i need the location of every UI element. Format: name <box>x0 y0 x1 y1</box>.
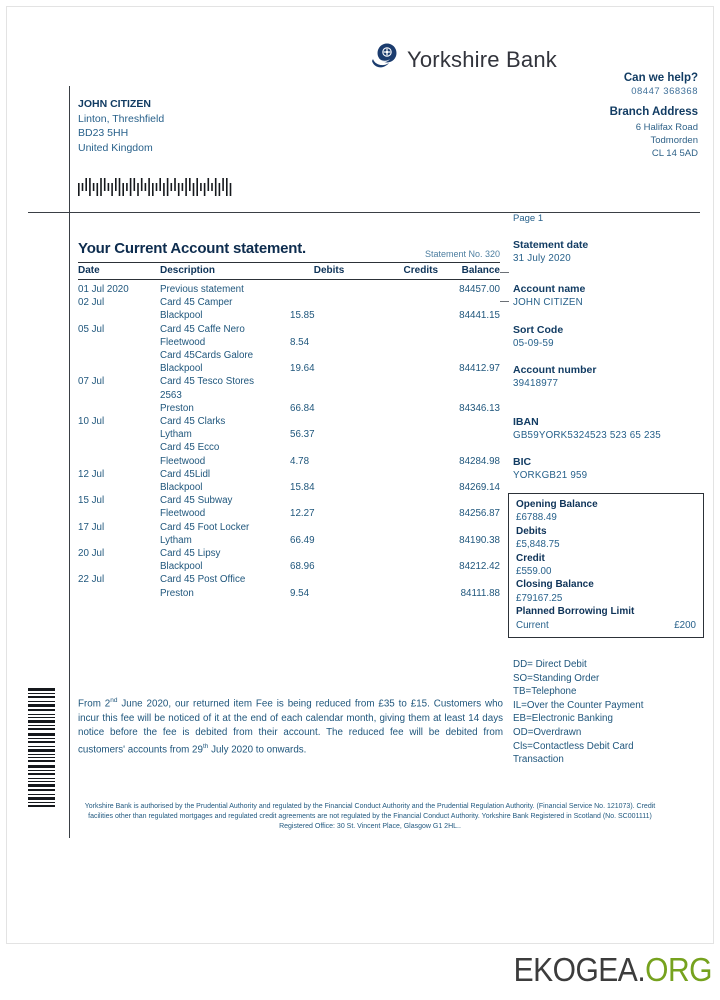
field-label: IBAN <box>513 416 539 428</box>
cell-desc: Card 45 Caffe Nero <box>160 323 245 335</box>
table-row <box>78 362 500 375</box>
cell-date: 10 Jul <box>78 416 105 428</box>
field-value: JOHN CITIZEN <box>513 297 583 308</box>
recipient-address <box>78 97 164 155</box>
field-label: Statement date <box>513 239 589 251</box>
cell-debit: 19.64 <box>290 363 315 375</box>
fee-notice: From 2nd June 2020, our returned item Fee is being reduced from £35 to £15. Customers who incur this fee will be noticed of it at the end of each calendar month, giving them at least 14 days notice before the fee is debited from their account. The reduced fee will be debited from customers' accounts from 29th July 2020 to onwards. <box>78 697 504 756</box>
cell-desc: Card 45 Post Office <box>160 574 246 586</box>
field-account-number <box>513 364 703 389</box>
cell-debit: 8.54 <box>290 336 310 348</box>
cell-balance <box>438 336 500 349</box>
cell-date <box>78 336 160 349</box>
legend-item: SO=Standing Order <box>513 672 600 684</box>
cell-balance: 84111.88 <box>460 587 500 599</box>
barcode-bar <box>28 770 55 771</box>
cell-credit <box>368 521 438 534</box>
cell-desc: Blackpool <box>160 561 203 573</box>
cell-debit <box>290 573 368 586</box>
cell-desc: Card 45 Tesco Stores <box>160 376 255 388</box>
cell-desc: Card 45 Clarks <box>160 416 226 428</box>
fold-mark <box>500 301 509 302</box>
cell-balance <box>438 521 500 534</box>
cell-date <box>78 481 160 494</box>
summary-label: Credit <box>516 552 545 564</box>
recipient-name: JOHN CITIZEN <box>78 98 151 110</box>
balance-summary-box <box>508 493 704 638</box>
branch-address-line: Todmorden <box>650 135 698 146</box>
table-row <box>78 323 500 336</box>
table-row <box>78 336 500 349</box>
page-number: Page 1 <box>513 213 544 224</box>
cell-debit: 12.27 <box>290 508 315 520</box>
cell-balance: 84457.00 <box>459 284 500 295</box>
barcode-bar <box>28 709 55 711</box>
cell-desc: Preston <box>160 587 194 599</box>
field-value: YORKGB21 959 <box>513 470 588 481</box>
field-bic <box>513 456 703 481</box>
cell-debit: 9.54 <box>290 587 310 599</box>
cell-desc: Card 45 Ecco <box>160 442 220 454</box>
cell-desc: Blackpool <box>160 363 203 375</box>
borrowing-current-row <box>516 619 696 632</box>
barcode-bar <box>28 778 55 779</box>
transaction-code-legend <box>513 658 678 767</box>
cell-balance <box>438 296 500 309</box>
cell-date <box>78 560 160 573</box>
watermark-prefix: EKOGEA. <box>513 952 646 989</box>
header-divider <box>28 212 700 213</box>
barcode-bar <box>28 717 55 718</box>
cell-balance <box>438 323 500 336</box>
cell-date: 05 Jul <box>78 323 105 335</box>
cell-desc: Card 45 Subway <box>160 495 233 507</box>
barcode-bar <box>28 714 55 715</box>
yorkshire-bank-logo <box>370 43 557 76</box>
legend-item: Cls=Contactless Debit Card Transaction <box>513 740 634 766</box>
table-row <box>78 573 500 586</box>
summary-label: Debits <box>516 525 547 537</box>
table-row <box>78 415 500 428</box>
cell-date <box>78 428 160 441</box>
cell-desc: Fleetwood <box>160 336 206 348</box>
cell-date: 01 Jul 2020 <box>78 284 129 295</box>
barcode-bar <box>28 688 55 691</box>
cell-debit <box>290 323 368 336</box>
legend-item: DD= Direct Debit <box>513 659 587 670</box>
cell-credit <box>368 507 438 520</box>
cell-debit: 15.85 <box>290 310 315 322</box>
table-row <box>78 428 500 441</box>
cell-debit <box>290 389 368 402</box>
cell-balance <box>438 494 500 507</box>
barcode-bar <box>28 789 55 791</box>
cell-credit <box>368 494 438 507</box>
field-value: GB59YORK5324523 523 65 235 <box>513 430 661 441</box>
legend-item: IL=Over the Counter Payment <box>513 699 644 711</box>
barcode-bar <box>28 704 55 707</box>
fine-print-line: Yorkshire Bank is authorised by the Prudential Authority and regulated by the Financial Conduct Authority and the Prudential Regulation Authority. (Financial Service No. 121073). Credit <box>84 803 656 810</box>
cell-balance: 84346.13 <box>459 402 500 414</box>
fold-mark <box>500 272 509 273</box>
table-row <box>78 547 500 560</box>
barcode-bar <box>28 802 55 803</box>
summary-value: £5,848.75 <box>516 539 560 551</box>
cell-date: 07 Jul <box>78 376 105 388</box>
cell-debit <box>290 494 368 507</box>
cell-date <box>78 309 160 322</box>
cell-debit: 56.37 <box>290 429 315 441</box>
table-row <box>78 587 500 600</box>
cell-date: 02 Jul <box>78 297 105 309</box>
cell-debit: 15.84 <box>290 482 315 494</box>
cell-desc: Card 45 Camper <box>160 297 233 309</box>
cell-credit <box>368 283 438 296</box>
cell-debit <box>290 547 368 560</box>
field-value: 31 July 2020 <box>513 253 571 264</box>
cell-balance <box>438 573 500 586</box>
table-row <box>78 521 500 534</box>
help-title: Can we help? <box>623 72 698 84</box>
transactions-table <box>78 262 500 600</box>
table-row <box>78 296 500 309</box>
barcode-bar <box>28 754 55 755</box>
cell-balance: 84284.98 <box>459 455 500 467</box>
barcode-bar <box>28 720 55 723</box>
cell-date <box>78 507 160 520</box>
cell-balance <box>438 441 500 454</box>
table-row <box>78 309 500 322</box>
cell-balance: 84269.14 <box>459 482 500 494</box>
field-account-name <box>513 283 703 308</box>
cell-credit <box>368 428 438 441</box>
cell-date <box>78 455 160 468</box>
mail-barcode <box>78 178 238 196</box>
field-value: 39418977 <box>513 378 559 389</box>
cell-balance: 84256.87 <box>459 508 500 520</box>
cell-balance <box>438 468 500 481</box>
current-value: £200 <box>674 619 696 631</box>
summary-value: £6788.49 <box>516 512 557 524</box>
barcode-bar <box>28 760 55 762</box>
table-row <box>78 468 500 481</box>
summary-value: £559.00 <box>516 566 552 578</box>
statement-title: Your Current Account statement. <box>78 240 306 257</box>
cell-desc: Blackpool <box>160 482 203 494</box>
cell-credit <box>368 389 438 402</box>
cell-date <box>78 441 160 454</box>
cell-credit <box>368 402 438 415</box>
summary-value: £79167.25 <box>516 592 563 604</box>
cell-balance: 84412.97 <box>459 363 500 375</box>
cell-desc: Fleetwood <box>160 508 206 520</box>
table-row <box>78 494 500 507</box>
cell-desc: 2563 <box>160 389 182 401</box>
cell-credit <box>368 587 438 600</box>
barcode-bar <box>28 805 55 807</box>
table-row <box>78 389 500 402</box>
bank-emblem-icon <box>370 43 400 76</box>
cell-date: 17 Jul <box>78 521 105 533</box>
summary-label: Opening Balance <box>516 499 598 510</box>
table-row <box>78 375 500 388</box>
cell-desc: Previous statement <box>160 284 244 295</box>
branch-address <box>610 106 698 160</box>
cell-credit <box>368 309 438 322</box>
cell-debit: 66.49 <box>290 534 315 546</box>
barcode-bar <box>28 794 55 795</box>
header-credits: Credits <box>403 265 438 276</box>
cell-date <box>78 349 160 362</box>
barcode-bar <box>28 728 55 730</box>
cell-debit: 66.84 <box>290 402 315 414</box>
legend-item: OD=Overdrawn <box>513 726 582 738</box>
field-label: Account number <box>513 364 597 376</box>
cell-desc: Card 45Cards Galore <box>160 350 254 362</box>
table-row <box>78 441 500 454</box>
cell-desc: Fleetwood <box>160 455 206 467</box>
legend-item: EB=Electronic Banking <box>513 713 613 725</box>
cell-balance <box>438 375 500 388</box>
cell-desc: Card 45 Foot Locker <box>160 521 250 533</box>
cell-balance <box>438 428 500 441</box>
cell-date: 22 Jul <box>78 574 105 586</box>
table-row <box>78 283 500 296</box>
cell-date <box>78 534 160 547</box>
recipient-address-line: BD23 5HH <box>78 127 129 139</box>
cell-credit <box>368 573 438 586</box>
cell-credit <box>368 415 438 428</box>
cell-desc: Preston <box>160 402 194 414</box>
fine-print-line: facilities other than regulated mortgages and regulated credit agreements are not regulated by the Financial Conduct Authority. Yorkshire Bank Registered in Scotland (No. SC001111) <box>88 813 652 820</box>
cell-debit <box>290 296 368 309</box>
statement-number: Statement No. 320 <box>424 249 500 259</box>
branch-address-line: CL 14 5AD <box>651 148 698 159</box>
barcode-bar <box>28 733 55 736</box>
barcode-bar <box>28 749 55 752</box>
barcode-bar <box>28 741 55 743</box>
table-row <box>78 534 500 547</box>
barcode-bar <box>28 738 55 739</box>
header-balance: Balance <box>461 265 500 276</box>
field-iban <box>513 416 703 441</box>
recipient-address-line: United Kingdom <box>78 141 153 154</box>
cell-debit <box>290 375 368 388</box>
cell-credit <box>368 481 438 494</box>
help-block <box>624 72 698 97</box>
header-debits: Debits <box>313 265 345 276</box>
field-label: Sort Code <box>513 324 564 336</box>
help-phone: 08447 368368 <box>631 86 698 97</box>
barcode-bar <box>28 757 55 758</box>
document-barcode <box>28 688 55 838</box>
cell-credit <box>368 349 438 362</box>
cell-credit <box>368 560 438 573</box>
barcode-bar <box>28 773 55 775</box>
cell-date: 20 Jul <box>78 548 105 560</box>
cell-balance <box>438 415 500 428</box>
barcode-bar <box>28 725 55 726</box>
left-rule <box>69 86 70 838</box>
barcode-bar <box>28 765 55 768</box>
cell-debit <box>290 415 368 428</box>
cell-balance: 84190.38 <box>459 534 500 546</box>
cell-balance <box>438 349 500 362</box>
legend-item: TB=Telephone <box>513 686 577 698</box>
cell-date <box>78 587 160 600</box>
header-date: Date <box>78 265 100 276</box>
cell-balance <box>438 547 500 560</box>
cell-credit <box>368 375 438 388</box>
barcode-bar <box>28 696 55 698</box>
cell-date <box>78 402 160 415</box>
branch-address-title: Branch Address <box>609 106 698 118</box>
cell-balance: 84212.42 <box>459 561 500 573</box>
cell-debit <box>290 283 368 296</box>
barcode-bar <box>28 746 55 747</box>
cell-debit: 4.78 <box>290 455 310 467</box>
table-row <box>78 481 500 494</box>
table-row <box>78 455 500 468</box>
cell-date: 12 Jul <box>78 468 105 480</box>
cell-date <box>78 389 160 402</box>
cell-credit <box>368 336 438 349</box>
cell-credit <box>368 362 438 375</box>
cell-credit <box>368 468 438 481</box>
branch-address-line: 6 Halifax Road <box>635 122 698 133</box>
cell-credit <box>368 296 438 309</box>
cell-debit <box>290 349 368 362</box>
cell-debit: 68.96 <box>290 561 315 573</box>
table-row <box>78 402 500 415</box>
field-label: Account name <box>513 283 586 295</box>
cell-desc: Card 45Lidl <box>160 468 211 480</box>
cell-debit <box>290 441 368 454</box>
recipient-address-line: Linton, Threshfield <box>78 112 165 125</box>
barcode-bar <box>28 797 55 800</box>
barcode-bar <box>28 701 55 702</box>
fine-print-line: Registered Office: 30 St. Vincent Place, Glasgow G1 2HL.. <box>279 823 461 830</box>
watermark-suffix: ORG <box>645 952 712 989</box>
cell-desc: Card 45 Lipsy <box>160 548 221 560</box>
bank-name: Yorkshire Bank <box>407 46 557 72</box>
table-row <box>78 560 500 573</box>
cell-debit <box>290 468 368 481</box>
field-label: BIC <box>513 456 532 468</box>
transactions-body <box>78 280 500 600</box>
ekogea-watermark <box>514 952 712 990</box>
field-value: 05-09-59 <box>513 338 554 349</box>
table-row <box>78 507 500 520</box>
current-label: Current <box>516 619 549 631</box>
cell-credit <box>368 534 438 547</box>
table-row <box>78 349 500 362</box>
summary-label: Closing Balance <box>516 579 594 591</box>
cell-credit <box>368 455 438 468</box>
cell-credit <box>368 547 438 560</box>
regulatory-fine-print <box>70 802 670 832</box>
cell-date: 15 Jul <box>78 495 105 507</box>
barcode-bar <box>28 693 55 694</box>
cell-desc: Blackpool <box>160 310 203 322</box>
field-sort-code <box>513 324 703 349</box>
cell-desc: Lytham <box>160 429 192 441</box>
cell-balance <box>438 389 500 402</box>
cell-credit <box>368 323 438 336</box>
field-statement-date <box>513 239 703 264</box>
cell-date <box>78 362 160 375</box>
cell-balance: 84441.15 <box>459 310 500 322</box>
cell-credit <box>368 441 438 454</box>
barcode-bar <box>28 784 55 787</box>
cell-debit <box>290 521 368 534</box>
table-header <box>78 262 500 280</box>
borrowing-limit-label: Planned Borrowing Limit <box>516 606 635 618</box>
cell-desc: Lytham <box>160 534 192 546</box>
barcode-bar <box>28 781 55 782</box>
header-description: Description <box>160 265 216 276</box>
